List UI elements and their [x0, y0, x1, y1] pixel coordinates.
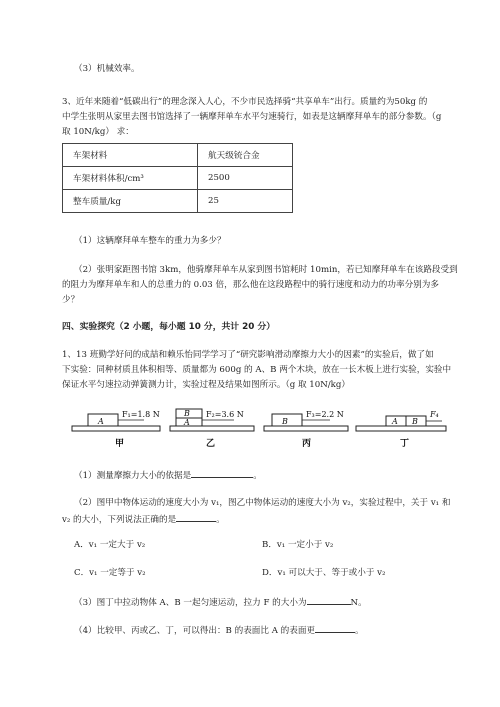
q3-sub-1: （1）这辆摩拜单车整车的重力为多少？: [74, 236, 226, 246]
answer-blank[interactable]: [307, 595, 351, 605]
q3-line-2: 中学生张明从家里去图书馆选择了一辆摩拜单车水平匀速骑行，如表是这辆摩拜单车的部分参数。（g: [62, 112, 442, 122]
exp1-line-1: 1、13 班勤学好问的成喆和赖乐怡同学学习了“研究影响滑动摩擦力大小的因素”的实验后，做了如: [62, 350, 434, 360]
exp1-q4: [74, 623, 364, 637]
table-cell: 25: [198, 190, 293, 213]
panel-label: 甲: [115, 439, 125, 449]
table-cell: 2500: [198, 167, 293, 190]
option-b[interactable]: B．v₁ 一定小于 v₂: [262, 540, 334, 550]
exp1-line-2: 下实验：同种材质且体积相等、质量都为 600g 的 A、B 两个木块，放在一长木板上进行实验，实验中: [62, 365, 452, 375]
answer-blank[interactable]: [315, 623, 355, 633]
exp1-q3: [74, 595, 367, 609]
q3-line-1: 3、近年来随着“低碳出行”的理念深入人心，不少市民选择骑“共享单车”出行。质量约为50kg 的: [62, 97, 428, 107]
exp1-q1-end: 。: [253, 471, 262, 481]
answer-blank[interactable]: [191, 468, 253, 478]
option-d[interactable]: D．v₁ 可以大于、等于或小于 v₂: [262, 568, 386, 578]
panel-jia: [72, 410, 160, 449]
exp1-q3-text: （3）图丁中拉动物体 A、B 一起匀速运动，拉力 F 的大小为: [74, 598, 307, 608]
option-c[interactable]: C．v₁ 一定等于 v₂: [74, 568, 146, 578]
block-label: A: [392, 417, 398, 426]
table-cell: 车架材料: [63, 144, 198, 167]
panel-ding: [356, 410, 446, 449]
panel-bing: [264, 410, 348, 449]
exp1-q4-text: （4）比较甲、丙或乙、丁，可以得出：B 的表面比 A 的表面更: [74, 626, 316, 636]
force-label: F₃=2.2 N: [306, 410, 344, 419]
table-cell: 航天级铳合金: [198, 144, 293, 167]
panel-label: 丙: [302, 439, 312, 449]
block-label: B: [412, 417, 418, 426]
answer-blank[interactable]: [176, 512, 216, 522]
block-label: B: [184, 409, 190, 418]
exp1-line-3: 保证水平匀速拉动弹簧测力计，实验过程及结果如图所示。（g 取 10N/kg）: [62, 380, 350, 390]
table-cell: 车架材料体积/cm³: [63, 167, 198, 190]
panel-label: 乙: [206, 439, 216, 449]
exp1-q2-text: v₂ 的大小，下列说法正确的是: [62, 515, 177, 525]
q3-sub-2-line-1: （2）张明家距图书馆 3km，他骑摩拜单车从家到图书馆耗时 10min，若已知摩拜单车在该路段受到: [74, 265, 458, 275]
force-label: F₄: [430, 410, 439, 419]
panel-yi: [170, 409, 254, 449]
exp1-q1-text: （1）测量摩擦力大小的依据是: [74, 471, 192, 481]
prev-item-3: （3）机械效率。: [74, 64, 140, 74]
q3-sub-2-line-3: 少？: [62, 295, 80, 305]
exp1-q2-line-2: [62, 512, 225, 526]
table-cell: 整车质量/kg: [63, 190, 198, 213]
option-a[interactable]: A．v₁ 一定大于 v₂: [74, 540, 146, 550]
q3-line-3: 取 10N/kg） 求：: [62, 127, 134, 137]
exp1-q3-end: N。: [350, 598, 367, 608]
table-row: [63, 144, 293, 167]
exp1-q2-line-1: （2）图甲中物体运动的速度大小为 v₁，图乙中物体运动的速度大小为 v₂，实验过程中，关于 v₁ 和: [74, 498, 451, 508]
panel-label: 丁: [400, 439, 410, 449]
block-label: A: [184, 418, 190, 427]
section-4-title: 四、实验探究（2 小题，每小题 10 分，共计 20 分）: [62, 322, 276, 332]
experiment-figure: [70, 404, 450, 456]
force-label: F₁=1.8 N: [122, 410, 160, 419]
exp1-q4-end: 。: [355, 626, 364, 636]
q3-sub-2-line-2: 的阻力为摩拜单车和人的总重力的 0.03 倍，那么他在这段路程中的骑行速度和动力的功率分别为多: [62, 280, 439, 290]
exp1-q2-end: 。: [216, 515, 225, 525]
bike-parameter-table: [62, 143, 293, 213]
block-label: A: [98, 417, 104, 426]
block-label: B: [282, 417, 288, 426]
table-row: [63, 167, 293, 190]
table-row: [63, 190, 293, 213]
exp1-q1: [74, 468, 262, 482]
force-label: F₂=3.6 N: [206, 410, 244, 419]
